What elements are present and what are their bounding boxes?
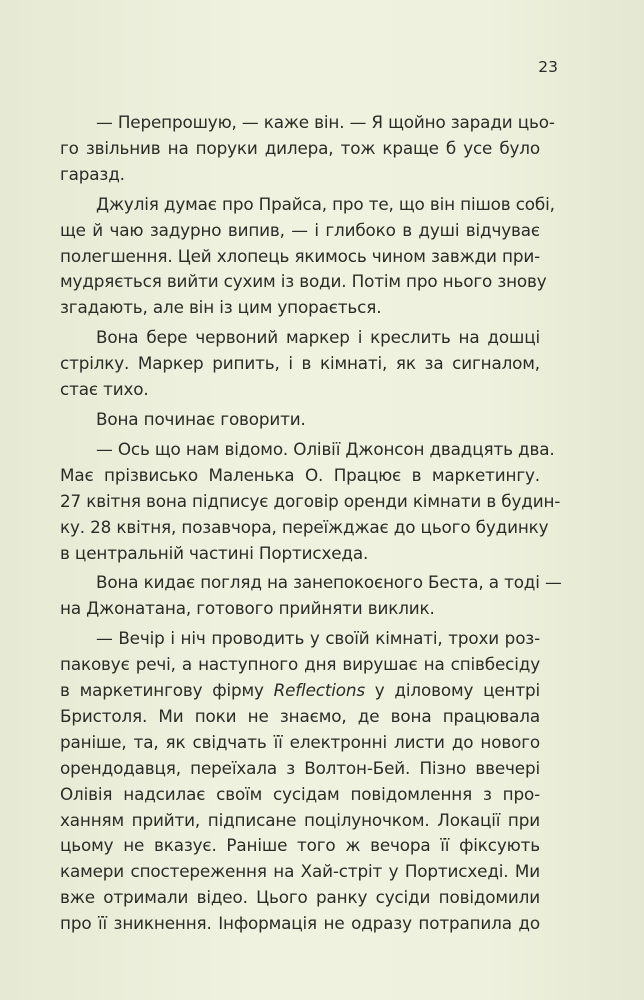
paragraph-3	[60, 325, 540, 403]
text-line: ханням прийти, підписане поцілуночком. Локації при	[60, 809, 540, 830]
text-line: про її зникнення. Інформація не одразу потрапила до	[60, 913, 540, 934]
text-line: раніше, та, як свідчать її електронні листи до нового	[60, 731, 540, 752]
paragraph-6	[60, 570, 562, 622]
company-name: Reflections	[273, 680, 365, 701]
text-line: Вона кидає погляд на занепокоєного Беста, а тоді —	[96, 572, 562, 593]
text-line: мудряється вийти сухим із води. Потім про нього знову	[60, 271, 547, 292]
text-line: цьому не вказує. Раніше того ж вечора її фіксують	[60, 835, 540, 856]
text-line: згадають, але він із цим упорається.	[60, 297, 382, 318]
paragraph-7	[60, 626, 540, 937]
text-line: 27 квітня вона підписує договір оренди кімнати в будин-	[60, 490, 561, 511]
text-line: — Вечір і ніч проводить у своїй кімнаті, трохи роз-	[96, 628, 540, 649]
text-line: камери спостереження на Хай-стріт у Портисхеді. Ми	[60, 861, 540, 882]
text-line: на Джонатана, готового прийняти виклик.	[60, 598, 435, 619]
paragraph-5	[60, 437, 561, 567]
paragraph-4	[60, 407, 540, 433]
body-text	[60, 110, 562, 941]
text-line: Вона починає говорити.	[96, 408, 306, 429]
paragraph-1	[60, 110, 555, 188]
text-line: стрілку. Маркер рипить, і в кімнаті, як за сигналом,	[60, 353, 540, 374]
text-line: Вона бере червоний маркер і креслить на дошці	[96, 327, 540, 348]
text-fragment: у діловому центрі	[364, 680, 540, 701]
text-line: ку. 28 квітня, позавчора, переїжджає до цього будинку	[60, 516, 549, 537]
text-line: гаразд.	[60, 163, 125, 184]
text-line: орендодавця, переїхала з Волтон-Бей. Пізно ввечері	[60, 757, 540, 778]
text-line: Джулія думає про Прайса, про те, що він пішов собі,	[96, 193, 555, 214]
paragraph-2	[60, 192, 555, 322]
text-fragment: в маркетингову фірму	[60, 680, 274, 701]
text-line: ще й чаю задурно випив, — і глибоко в душі відчуває	[60, 219, 540, 240]
text-line: в центральній частині Портисхеда.	[60, 542, 369, 563]
text-line: — Перепрошую, — каже він. — Я щойно заради цьо-	[96, 112, 555, 132]
text-line: стає тихо.	[60, 379, 149, 400]
text-line	[60, 678, 540, 704]
text-line: — Ось що нам відомо. Олівії Джонсон двадцять два.	[96, 438, 555, 459]
text-line: го звільнив на поруки дилера, тож краще б усе було	[60, 137, 540, 158]
text-line: паковує речі, а наступного дня вирушає на співбесіду	[60, 654, 540, 675]
text-line: Олівія надсилає своїм сусідам повідомлення з про-	[60, 783, 540, 804]
text-line: Бристоля. Ми поки не знаємо, де вона працювала	[60, 705, 540, 726]
text-line: полегшення. Цей хлопець якимось чином завжди при-	[60, 245, 540, 266]
text-line: вже отримали відео. Цього ранку сусіди повідомили	[60, 887, 540, 908]
text-line: Має прізвисько Маленька О. Працює в маркетингу.	[60, 464, 540, 485]
page-number: 23	[538, 58, 558, 76]
